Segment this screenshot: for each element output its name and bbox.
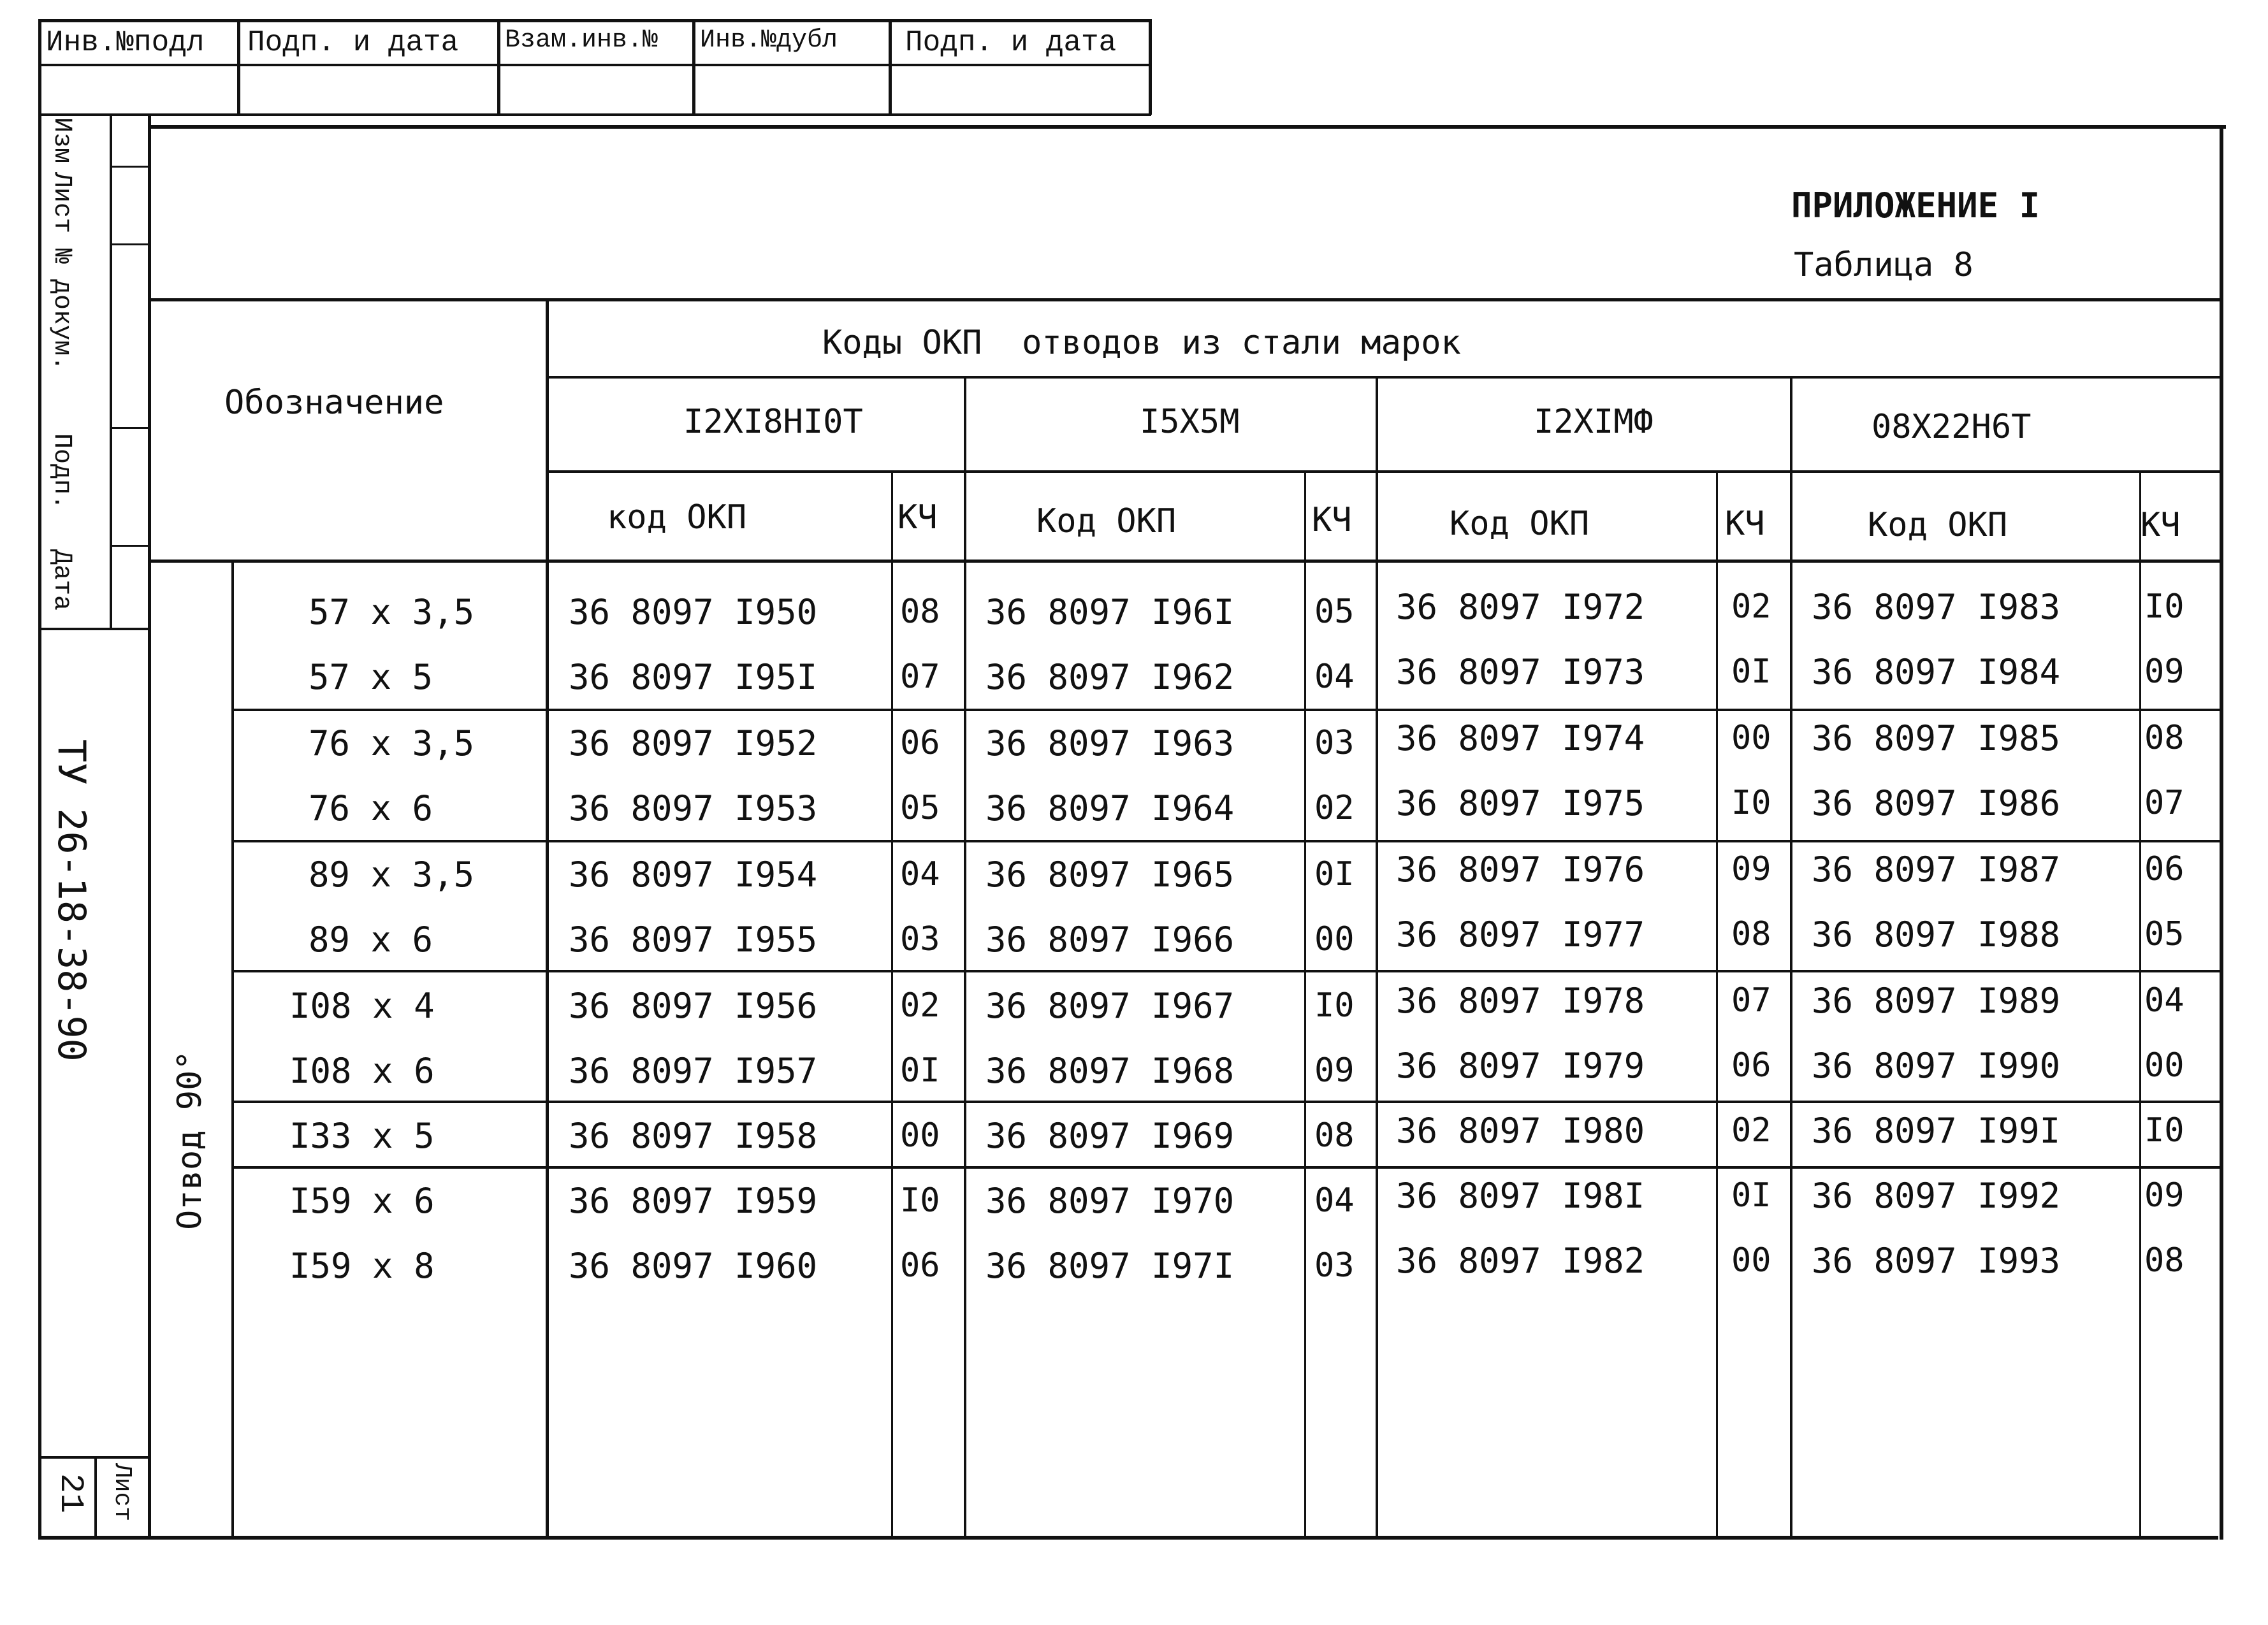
stamp-replace-inv: Взам.инв.№ (505, 26, 658, 55)
okp-code-cell: 36 8097 I952 (569, 723, 818, 763)
sheet-label: Лист (108, 1463, 136, 1522)
okp-code-cell: 36 8097 I985 (1812, 718, 2061, 758)
okp-code-cell: 36 8097 I968 (985, 1051, 1235, 1091)
grade-header: I2XIMФ (1534, 403, 1654, 441)
kch-header: КЧ (1312, 501, 1352, 539)
kch-cell: 02 (1731, 1111, 1771, 1150)
okp-code-cell: 36 8097 I983 (1812, 587, 2061, 627)
kch-header: КЧ (898, 498, 938, 537)
stamp-sign-date-2: Подп. и дата (905, 26, 1117, 59)
kch-cell: 06 (1731, 1046, 1771, 1085)
group-label: Отвод 90° (171, 1050, 209, 1230)
kch-cell: 0I (900, 1051, 940, 1090)
code-okp-header: Код ОКП (1450, 505, 1590, 543)
code-okp-header: код ОКП (607, 498, 747, 537)
appendix-title: ПРИЛОЖЕНИЕ I (1791, 185, 2040, 226)
kch-cell: 04 (900, 855, 940, 893)
document-code: ТУ 26-18-38-90 (49, 739, 94, 1062)
sheet-number: 21 (52, 1473, 89, 1513)
kch-cell: 09 (1731, 850, 1771, 888)
okp-code-cell: 36 8097 I99I (1812, 1111, 2061, 1151)
okp-code-cell: 36 8097 I96I (985, 592, 1235, 632)
row-size: I33 x 5 (289, 1116, 435, 1156)
stamp-inv-orig: Инв.№подл (46, 26, 205, 59)
kch-cell: 00 (2144, 1046, 2184, 1085)
stamp-sign: Подп. (47, 433, 76, 510)
kch-cell: 08 (1731, 915, 1771, 953)
okp-code-cell: 36 8097 I959 (569, 1181, 818, 1221)
okp-code-cell: 36 8097 I964 (985, 788, 1235, 828)
row-size: 89 x 3,5 (309, 855, 475, 895)
stamp-doc-no: № докум. (47, 249, 76, 372)
okp-code-cell: 36 8097 I989 (1812, 981, 2061, 1021)
okp-code-cell: 36 8097 I976 (1396, 849, 1645, 890)
code-okp-header: Код ОКП (1036, 502, 1177, 540)
code-okp-header: Код ОКП (1868, 506, 2008, 544)
grade-header: I2XI8HI0T (683, 403, 863, 441)
stamp-date: Дата (47, 549, 76, 611)
kch-header: КЧ (2141, 506, 2181, 544)
stamp-inv-dup: Инв.№дубл (700, 26, 838, 55)
row-size: I59 x 8 (289, 1246, 435, 1286)
stamp-change: Изм (47, 117, 76, 164)
kch-cell: 02 (900, 986, 940, 1025)
row-size: 76 x 3,5 (309, 723, 475, 763)
okp-code-cell: 36 8097 I986 (1812, 783, 2061, 823)
row-size: 89 x 6 (309, 920, 433, 960)
kch-cell: 08 (1314, 1116, 1355, 1155)
okp-code-cell: 36 8097 I958 (569, 1116, 818, 1156)
okp-code-cell: 36 8097 I978 (1396, 981, 1645, 1021)
kch-cell: 02 (1731, 588, 1771, 626)
row-size: 57 x 5 (309, 657, 433, 697)
stamp-sign-date-1: Подп. и дата (247, 26, 459, 59)
kch-cell: 04 (1314, 658, 1355, 696)
kch-cell: 06 (2144, 850, 2184, 888)
okp-code-cell: 36 8097 I967 (985, 986, 1235, 1026)
okp-code-cell: 36 8097 I987 (1812, 849, 2061, 890)
okp-code-cell: 36 8097 I975 (1396, 783, 1645, 823)
okp-code-cell: 36 8097 I960 (569, 1246, 818, 1286)
okp-code-cell: 36 8097 I962 (985, 657, 1235, 697)
kch-cell: 0I (1314, 855, 1355, 893)
kch-cell: I0 (1314, 986, 1355, 1025)
grade-header: 08X22H6T (1872, 408, 2032, 446)
kch-cell: 07 (1731, 981, 1771, 1020)
kch-cell: 00 (1731, 1241, 1771, 1280)
okp-code-cell: 36 8097 I950 (569, 592, 818, 632)
okp-code-cell: 36 8097 I993 (1812, 1241, 2061, 1281)
kch-cell: 0I (1731, 653, 1771, 691)
kch-cell: 09 (2144, 653, 2184, 691)
okp-code-cell: 36 8097 I974 (1396, 718, 1645, 758)
designation-header: Обозначение (224, 384, 444, 422)
kch-cell: 08 (2144, 1241, 2184, 1280)
kch-header: КЧ (1725, 505, 1765, 543)
grade-header: I5X5M (1140, 403, 1240, 441)
kch-cell: 0I (1731, 1176, 1771, 1215)
row-size: I08 x 4 (289, 986, 435, 1026)
okp-code-cell: 36 8097 I988 (1812, 914, 2061, 955)
kch-cell: I0 (1731, 784, 1771, 822)
kch-cell: 00 (1314, 920, 1355, 958)
stamp-sheet: Лист (47, 172, 76, 234)
okp-code-cell: 36 8097 I95I (569, 657, 818, 697)
table-label: Таблица 8 (1794, 246, 1974, 284)
okp-code-cell: 36 8097 I955 (569, 920, 818, 960)
okp-code-cell: 36 8097 I980 (1396, 1111, 1645, 1151)
okp-code-cell: 36 8097 I977 (1396, 914, 1645, 955)
kch-cell: 09 (1314, 1051, 1355, 1090)
okp-code-cell: 36 8097 I97I (985, 1246, 1235, 1286)
row-size: 57 x 3,5 (309, 592, 475, 632)
okp-codes-header: Коды ОКП отводов из стали марок (822, 324, 1461, 362)
kch-cell: 02 (1314, 789, 1355, 827)
okp-code-cell: 36 8097 I965 (985, 855, 1235, 895)
okp-code-cell: 36 8097 I972 (1396, 587, 1645, 627)
okp-code-cell: 36 8097 I969 (985, 1116, 1235, 1156)
kch-cell: I0 (2144, 1111, 2184, 1150)
okp-code-cell: 36 8097 I973 (1396, 652, 1645, 692)
kch-cell: 03 (1314, 724, 1355, 762)
kch-cell: 08 (2144, 719, 2184, 757)
kch-cell: 08 (900, 593, 940, 631)
kch-cell: 06 (900, 724, 940, 762)
okp-code-cell: 36 8097 I954 (569, 855, 818, 895)
kch-cell: 00 (1731, 719, 1771, 757)
kch-cell: 09 (2144, 1176, 2184, 1215)
kch-cell: 04 (2144, 981, 2184, 1020)
okp-code-cell: 36 8097 I956 (569, 986, 818, 1026)
row-size: I08 x 6 (289, 1051, 435, 1091)
kch-cell: I0 (900, 1181, 940, 1220)
kch-cell: 07 (900, 658, 940, 696)
kch-cell: 03 (1314, 1246, 1355, 1285)
okp-code-cell: 36 8097 I979 (1396, 1046, 1645, 1086)
okp-code-cell: 36 8097 I966 (985, 920, 1235, 960)
kch-cell: 05 (2144, 915, 2184, 953)
kch-cell: 04 (1314, 1181, 1355, 1220)
kch-cell: 07 (2144, 784, 2184, 822)
okp-code-cell: 36 8097 I970 (985, 1181, 1235, 1221)
row-size: 76 x 6 (309, 788, 433, 828)
okp-code-cell: 36 8097 I963 (985, 723, 1235, 763)
kch-cell: 05 (900, 789, 940, 827)
okp-code-cell: 36 8097 I98I (1396, 1176, 1645, 1216)
okp-code-cell: 36 8097 I992 (1812, 1176, 2061, 1216)
okp-code-cell: 36 8097 I990 (1812, 1046, 2061, 1086)
okp-code-cell: 36 8097 I984 (1812, 652, 2061, 692)
kch-cell: 06 (900, 1246, 940, 1285)
okp-code-cell: 36 8097 I953 (569, 788, 818, 828)
kch-cell: I0 (2144, 588, 2184, 626)
kch-cell: 05 (1314, 593, 1355, 631)
okp-code-cell: 36 8097 I982 (1396, 1241, 1645, 1281)
kch-cell: 03 (900, 920, 940, 958)
kch-cell: 00 (900, 1116, 940, 1155)
row-size: I59 x 6 (289, 1181, 435, 1221)
okp-code-cell: 36 8097 I957 (569, 1051, 818, 1091)
